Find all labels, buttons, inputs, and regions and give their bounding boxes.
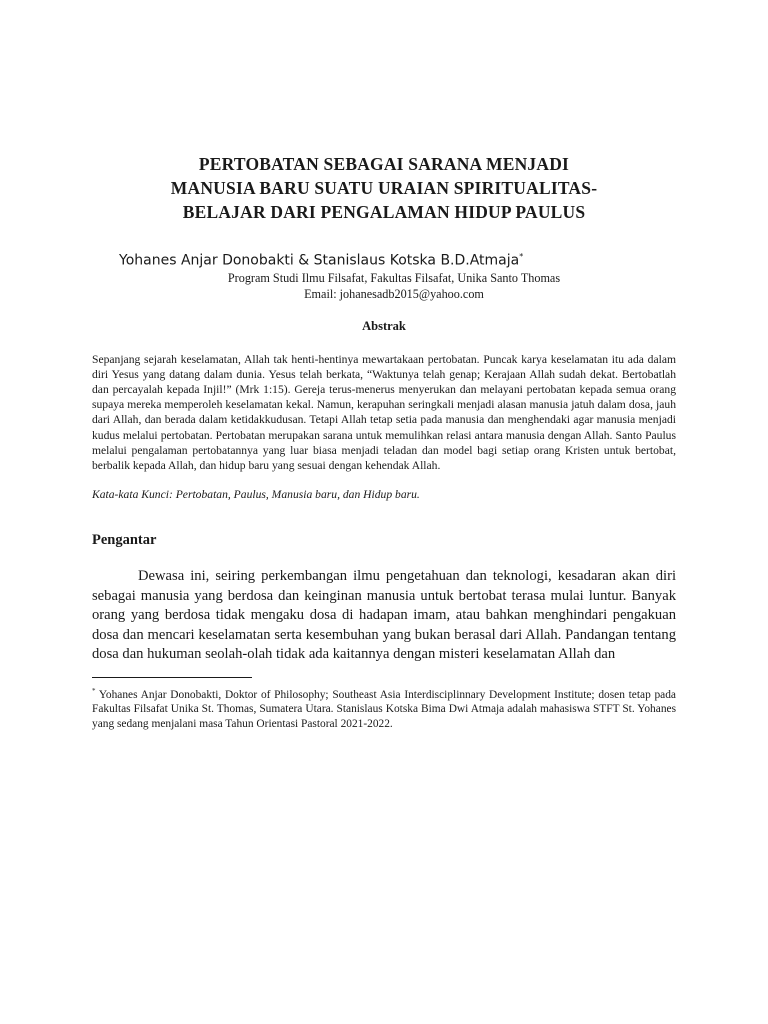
footnote-text: Yohanes Anjar Donobakti, Doktor of Philosophy; Southeast Asia Interdisciplinnary Development Institute; dosen tetap pada Fakultas Filsafat Unika St. Thomas, Sumatera Utara. Stanislaus Kotska Bima Dwi Atmaja adalah mahasiswa STFT St. Yohanes yang sedang menjalani masa Tahun Orientasi Pastoral 2021-2022. bbox=[92, 688, 676, 730]
author-footnote-mark: * bbox=[519, 252, 524, 261]
keywords: Kata-kata Kunci: Pertobatan, Paulus, Manusia baru, dan Hidup baru. bbox=[92, 488, 420, 502]
title-line: PERTOBATAN SEBAGAI SARANA MENJADI bbox=[198, 154, 570, 174]
footnote-mark: * bbox=[92, 686, 96, 695]
title-line: BELAJAR DARI PENGALAMAN HIDUP PAULUS bbox=[182, 202, 586, 222]
footnote bbox=[92, 684, 676, 732]
abstract-text: Sepanjang sejarah keselamatan, Allah tak henti-hentinya mewartakaan pertobatan. Puncak karya keselamatan itu ada dalam diri Yesus yang datang dalam dunia. Yesus telah berkata, “Waktunya telah genap; Kerajaan Allah sudah dekat. Bertobatlah dan percayalah kepada Injil!” (Mrk 1:15). Gereja terus-menerus menyerukan dan melayani pertobatan kepada semua orang supaya mereka memperoleh keselamatan kekal. Namun, kerapuhan seringkali menjadi alasan manusia jatuh dalam dosa, jauh dari Allah, dan berada dalam ketidakkudusan. Tetapi Allah tetap setia pada manusia dan menghendaki agar manusia menjadi kudus melalui pertobatan. Pertobatan merupakan sarana untuk memulihkan relasi antara manusia dengan Allah. Santo Paulus melalui pengalaman pertobatannya yang luar biasa menjadi teladan dan model bagi setiap orang Kristen untuk bertobat, berbalik kepada Allah, dan hidup baru yang sesuai dengan kehendak Allah. bbox=[92, 352, 676, 473]
paper-title bbox=[92, 0, 676, 224]
section-heading: Pengantar bbox=[92, 532, 157, 549]
footnote-divider bbox=[92, 677, 252, 678]
title-line: MANUSIA BARU SUATU URAIAN SPIRITUALITAS- bbox=[170, 178, 598, 198]
abstract-heading: Abstrak bbox=[362, 318, 406, 333]
author-line bbox=[92, 248, 676, 270]
body-paragraph: Dewasa ini, seiring perkembangan ilmu pengetahuan dan teknologi, kesadaran akan diri sebagai manusia yang berdosa dan keinginan manusia untuk bertobat terasa mulai luntur. Banyak orang yang berdosa tidak mengaku dosa di hadapan imam, atau bahkan menghindari pengakuan dosa dan mencari keselamatan serta kesembuhan yang bukan berasal dari Allah. Pandangan tentang dosa dan hukuman seolah-olah tidak ada kaitannya dengan misteri keselamatan Allah dan bbox=[92, 568, 676, 663]
author-names: Yohanes Anjar Donobakti & Stanislaus Kotska B.D.Atmaja bbox=[119, 252, 520, 269]
author-email: Email: johanesadb2015@yahoo.com bbox=[304, 286, 484, 301]
affiliation: Program Studi Ilmu Filsafat, Fakultas Filsafat, Unika Santo Thomas bbox=[227, 270, 561, 285]
